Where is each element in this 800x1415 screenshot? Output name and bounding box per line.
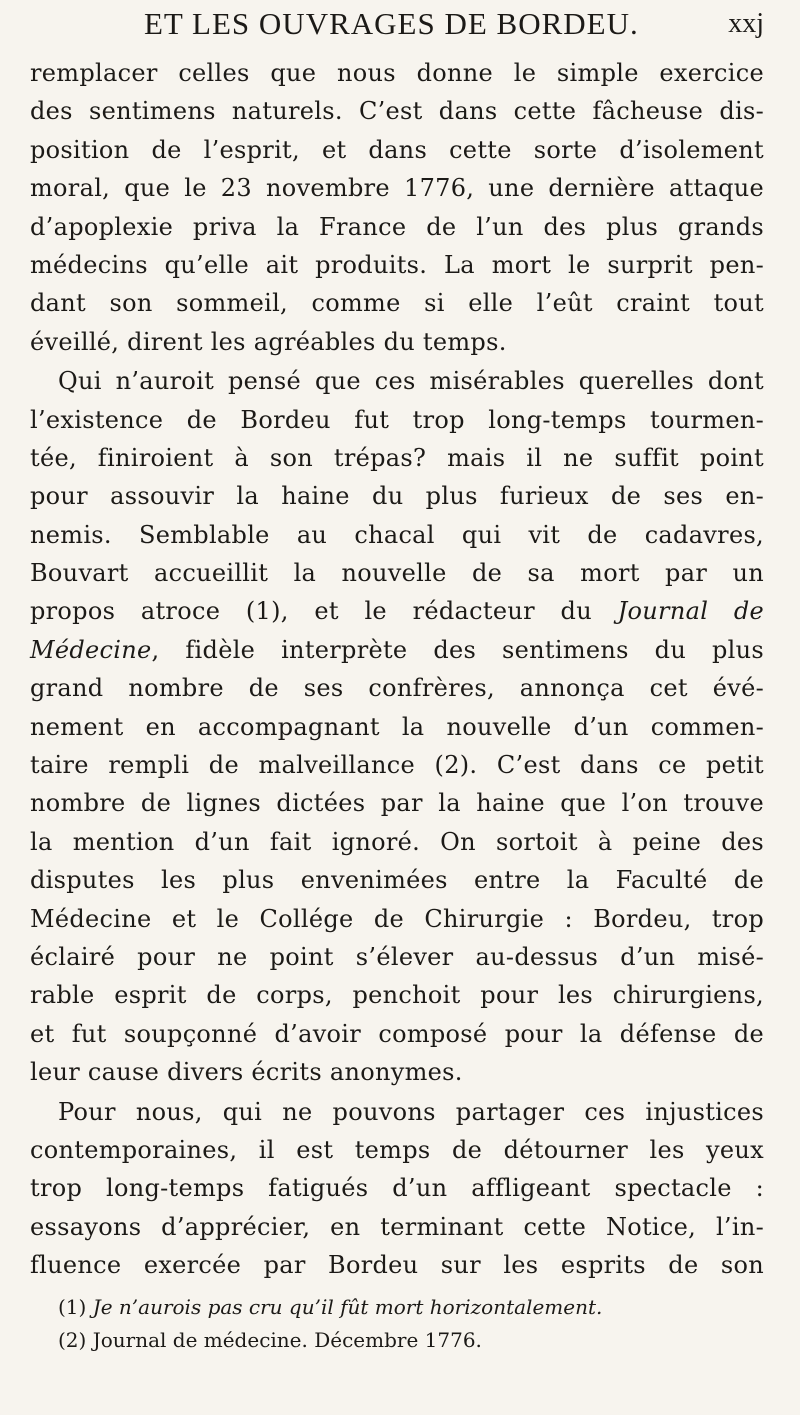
text-line: position de l’esprit, et dans cette sorte d’isolement <box>30 135 764 164</box>
text-line-mixed <box>30 592 764 630</box>
text-line: et fut soupçonné d’avoir composé pour la défense de <box>30 1019 764 1048</box>
text-line: nemis. Semblable au chacal qui vit de cadavres, <box>30 520 764 549</box>
paragraph-3 <box>30 1093 764 1285</box>
paragraph-2 <box>30 362 764 1091</box>
text-line: d’apoplexie priva la France de l’un des plus grands <box>30 212 764 241</box>
text-line: éclairé pour ne point s’élever au-dessus d’un misé- <box>30 942 764 971</box>
text-line: essayons d’apprécier, en terminant cette Notice, l’in- <box>30 1212 764 1241</box>
text-line: tée, finiroient à son trépas? mais il ne suffit point <box>30 443 764 472</box>
footnote-1 <box>30 1291 764 1324</box>
journal-title-italic: Journal de <box>617 597 764 626</box>
footnote-mark: (1) <box>58 1294 87 1319</box>
text-line: médecins qu’elle ait produits. La mort le surprit pen- <box>30 250 764 279</box>
text-line: fluence exercée par Bordeu sur les esprits de son <box>30 1251 764 1280</box>
text-run: propos atroce (1), et le rédacteur du <box>30 597 618 626</box>
footnote-2 <box>30 1324 764 1357</box>
text-line: l’existence de Bordeu fut trop long-temps tourmen- <box>30 405 764 434</box>
text-line: des sentimens naturels. C’est dans cette fâcheuse dis- <box>30 97 764 126</box>
text-line: nement en accompagnant la nouvelle d’un commen- <box>30 712 764 741</box>
text-line: Médecine et le Collége de Chirurgie : Bordeu, trop <box>30 904 764 933</box>
page-number: xxj <box>728 8 764 39</box>
footnote-mark: (2) <box>58 1327 87 1352</box>
text-line: dant son sommeil, comme si elle l’eût craint tout <box>30 289 764 318</box>
text-line: trop long-temps fatigués d’un affligeant spectacle : <box>30 1174 764 1203</box>
text-line: Bouvart accueillit la nouvelle de sa mort par un <box>30 559 764 588</box>
footnote-text: Journal de médecine. Décembre 1776. <box>92 1327 482 1352</box>
running-head <box>30 6 764 54</box>
text-line: remplacer celles que nous donne le simple exercice <box>30 59 764 87</box>
text-line: contemporaines, il est temps de détourner les yeux <box>30 1135 764 1164</box>
text-line: éveillé, dirent les agréables du temps. <box>30 327 507 356</box>
text-line: moral, que le 23 novembre 1776, une dernière attaque <box>30 174 764 203</box>
book-page <box>30 6 764 1357</box>
text-line: grand nombre de ses confrères, annonça cet évé- <box>30 674 764 703</box>
text-line: nombre de lignes dictées par la haine que l’on trouve <box>30 789 764 818</box>
text-line: la mention d’un fait ignoré. On sortoit à peine des <box>30 827 764 856</box>
paragraph-1 <box>30 54 764 361</box>
text-line: disputes les plus envenimées entre la Faculté de <box>30 866 764 895</box>
journal-title-italic: Médecine <box>30 635 152 664</box>
running-head-title: ET LES OUVRAGES DE BORDEU. <box>144 6 639 41</box>
text-line: Pour nous, qui ne pouvons partager ces injustices <box>58 1097 764 1126</box>
text-line: leur cause divers écrits anonymes. <box>30 1058 463 1087</box>
text-line: rable esprit de corps, penchoit pour les chirurgiens, <box>30 981 764 1010</box>
footnotes <box>30 1291 764 1357</box>
text-line-mixed <box>30 631 764 669</box>
text-line: pour assouvir la haine du plus furieux de ses en- <box>30 482 764 511</box>
text-line: taire rempli de malveillance (2). C’est dans ce petit <box>30 751 764 780</box>
footnote-text: Je n’aurois pas cru qu’il fût mort horizontalement. <box>92 1294 603 1319</box>
text-run: , fidèle interprète des sentimens du plus <box>151 635 764 664</box>
text-line: Qui n’auroit pensé que ces misérables querelles dont <box>58 367 764 396</box>
